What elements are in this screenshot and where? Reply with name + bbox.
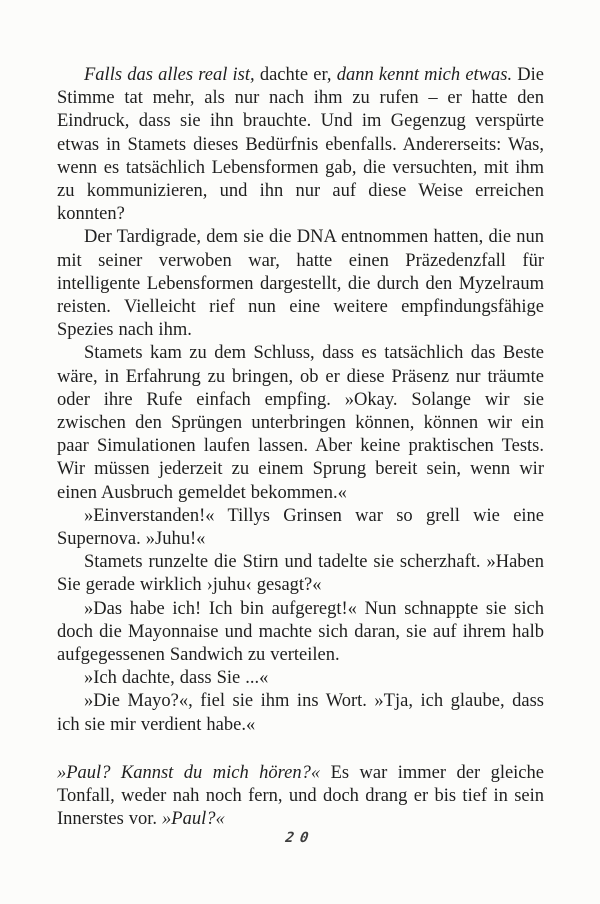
text-segment: »Die Mayo?«, fiel sie ihm ins Wort. »Tja, ich glaube, dass ich sie mir verdient habe.« — [57, 691, 544, 735]
italic-text-segment: »Paul?« — [162, 809, 225, 830]
text-segment: Es war immer der gleiche Tonfall, weder nah noch fern, und doch drang er bis tief in sein Innerstes vor. — [57, 762, 544, 830]
text-segment: dachte er, — [254, 65, 337, 85]
paragraph — [57, 64, 544, 226]
italic-text-segment: dann kennt mich etwas. — [336, 65, 513, 85]
text-segment: »Einverstanden!« Tillys Grinsen war so grell wie eine Supernova. »Juhu!« — [57, 505, 544, 550]
paragraph — [57, 505, 544, 551]
text-segment: Stamets kam zu dem Schluss, dass es tatsächlich das Beste wäre, in Erfahrung zu bringen, ob er diese Präsenz nur träumte oder ihre Rufe einfach empfing. »Okay. Solange wir sie zwischen den Sprüngen unterbringen können, können wir ein paar Simulationen laufen lassen. Aber keine praktischen Tests. Wir müssen jederzeit zu einem Sprung bereit sein, wenn wir einen Ausbruch gemeldet bekommen.« — [57, 343, 544, 503]
paragraph — [57, 226, 544, 342]
page-number: 20 — [284, 830, 316, 846]
page-body — [57, 64, 544, 832]
paragraph — [57, 342, 544, 504]
italic-text-segment: »Paul? Kannst du mich hören?« — [57, 762, 321, 783]
paragraph — [57, 667, 544, 690]
paragraph — [57, 762, 544, 832]
italic-text-segment: Falls das alles real ist, — [84, 65, 255, 85]
text-segment: »Ich dachte, dass Sie ...« — [84, 668, 269, 689]
text-segment: Stamets runzelte die Stirn und tadelte sie scherzhaft. »Haben Sie gerade wirklich ›juhu‹ gesagt?« — [57, 552, 544, 596]
paragraph — [57, 551, 544, 597]
paragraph — [57, 690, 544, 736]
text-segment: »Das habe ich! Ich bin aufgeregt!« Nun schnappte sie sich doch die Mayonnaise und machte sich daran, sie auf ihrem halb aufgegessenen Sandwich zu verteilen. — [57, 598, 544, 666]
text-segment: Die Stimme tat mehr, als nur nach ihm zu rufen – er hatte den Eindruck, dass sie ihn brauchte. Und im Gegenzug verspürte etwas in Stamets dieses Bedürfnis ebenfalls. Andererseits: Was, wenn es tatsächlich Lebensformen gab, die versuchten, mit ihm zu kommunizieren, und ihn nur auf diese Weise erreichen konnten? — [57, 65, 544, 225]
text-segment: Der Tardigrade, dem sie die DNA entnommen hatten, die nun mit seiner verwoben war, hatte einen Präzedenzfall für intelligente Lebensformen dargestellt, die durch den Myzelraum reisten. Vielleicht rief nun eine weitere empfindungsfähige Spezies nach ihm. — [57, 227, 544, 341]
paragraph — [57, 598, 544, 668]
